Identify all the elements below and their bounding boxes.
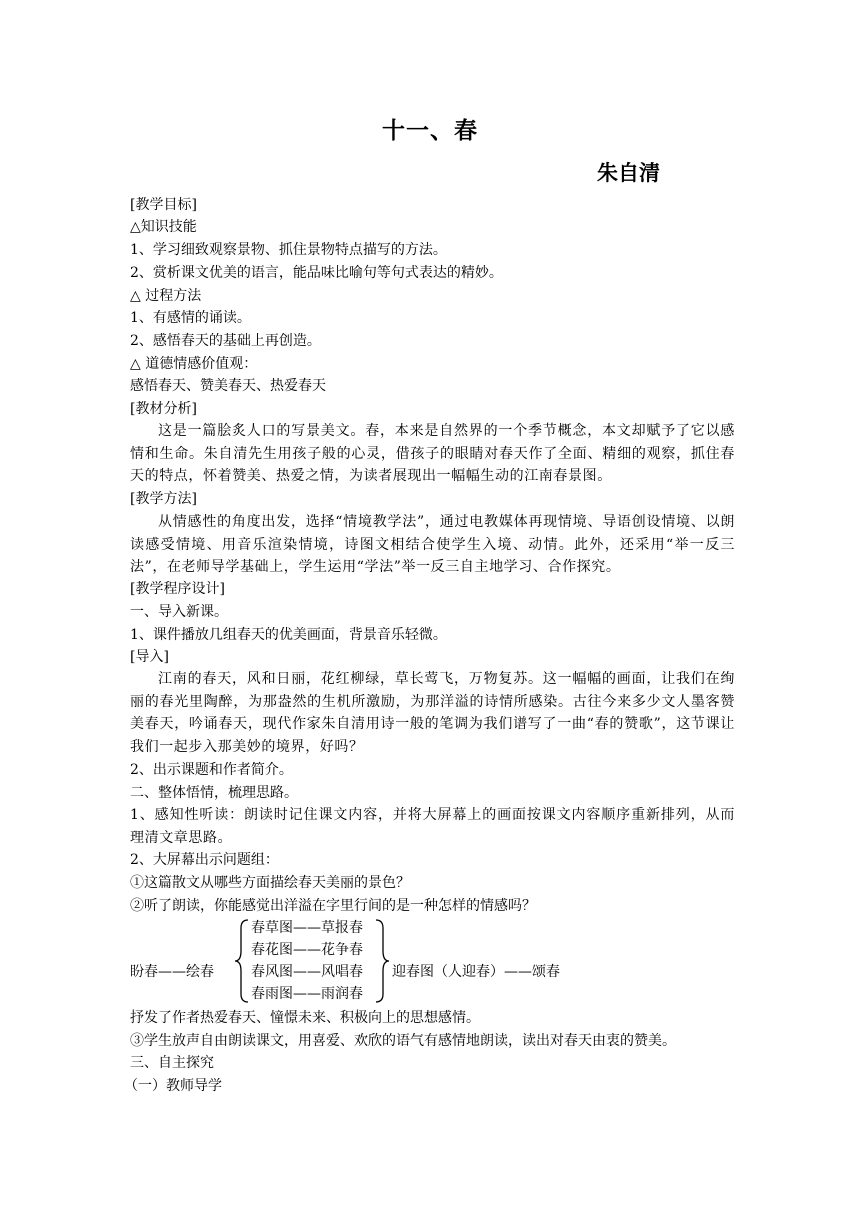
diagram-item: 春风图——风唱春 — [251, 964, 363, 980]
paragraph-listening: 1、感知性听读：朗读时记住课文内容，并将大屏幕上的画面按课文内容顺序重新排列，从而理清文章思路。 — [130, 807, 735, 846]
paragraph-introduction: 江南的春天，风和日丽，花红柳绿，草长莺飞，万物复苏。这一幅幅的画面，让我们在绚丽的春光里陶醉，为那盎然的生机所激励，为那洋溢的诗情所感染。古往今来多少文人墨客赞美春天，吟诵春天，现代作家朱自清用诗一般的笔调为我们谱写了一曲“春的赞歌”，这节课让我们一起步入那美妙的境界，好吗？ — [130, 671, 735, 755]
left-brace-icon — [232, 918, 252, 1004]
diagram-right-label: 迎春图（人迎春）——颂春 — [392, 964, 560, 980]
objective-item: 2、感悟春天的基础上再创造。 — [130, 333, 321, 349]
section-heading: 三、自主探究 — [130, 1055, 214, 1071]
right-brace-icon — [372, 918, 392, 1004]
paragraph-teaching-method: 从情感性的角度出发，选择“情境教学法”，通过电教媒体再现情境、导语创设情境、以朗读感受情境、用音乐渲染情境，诗图文相结合使学生入境、动情。此外，还采用“举一反三法”，在老师导学基础上，学生运用“学法”举一反三自主地学习、合作探究。 — [130, 514, 735, 575]
section-heading: 二、整体悟情，梳理思路。 — [130, 785, 298, 801]
diagram-item: 春花图——花争春 — [251, 942, 363, 958]
diagram-item: 春草图——草报春 — [251, 920, 363, 936]
section-heading: 一、导入新课。 — [130, 604, 228, 620]
objective-item: 2、赏析课文优美的语言，能品味比喻句等句式表达的精妙。 — [130, 265, 503, 281]
heading-teaching-method: [教学方法] — [130, 491, 197, 507]
procedure-item: 2、大屏幕出示问题组： — [130, 852, 279, 868]
question-item: ②听了朗读，你能感觉出洋溢在字里行间的是一种怎样的情感吗？ — [130, 898, 536, 914]
subheading-knowledge-skills: △知识技能 — [130, 219, 197, 235]
objective-item: 1、学习细致观察景物、抓住景物特点描写的方法。 — [130, 242, 447, 258]
summary-line: 抒发了作者热爱春天、憧憬未来、积极向上的思想感情。 — [130, 1010, 480, 1026]
lesson-title: 十一、春 — [382, 118, 478, 144]
subheading-values: △ 道德情感价值观： — [130, 356, 258, 372]
subsection-heading: （一）教师导学 — [124, 1078, 222, 1094]
diagram-item: 春雨图——雨润春 — [251, 986, 363, 1002]
question-item: ①这篇散文从哪些方面描绘春天美丽的景色？ — [130, 875, 410, 891]
procedure-item: 1、课件播放几组春天的优美画面，背景音乐轻微。 — [130, 627, 447, 643]
paragraph-material-analysis: 这是一篇脍炙人口的写景美文。春，本来是自然界的一个季节概念，本文却赋予了它以感情和生命。朱自清先生用孩子般的心灵，借孩子的眼睛对春天作了全面、精细的观察，抓住春天的特点，怀着赞美、热爱之情，为读者展现出一幅幅生动的江南春景图。 — [130, 423, 735, 484]
procedure-item: 2、出示课题和作者简介。 — [130, 762, 293, 778]
heading-material-analysis: [教材分析] — [130, 401, 197, 417]
heading-procedure-design: [教学程序设计] — [130, 581, 225, 597]
heading-teaching-objectives: [教学目标] — [130, 197, 197, 213]
diagram-left-label: 盼春——绘春 — [130, 964, 214, 980]
question-item: ③学生放声自由朗读课文，用喜爱、欢欣的语气有感情地朗读，读出对春天由衷的赞美。 — [130, 1033, 676, 1049]
author-name: 朱自清 — [597, 161, 660, 185]
subheading-process-method: △ 过程方法 — [130, 288, 202, 304]
objective-item: 感悟春天、赞美春天、热爱春天 — [130, 378, 326, 394]
heading-introduction: [导入] — [130, 649, 169, 665]
objective-item: 1、有感情的诵读。 — [130, 310, 251, 326]
